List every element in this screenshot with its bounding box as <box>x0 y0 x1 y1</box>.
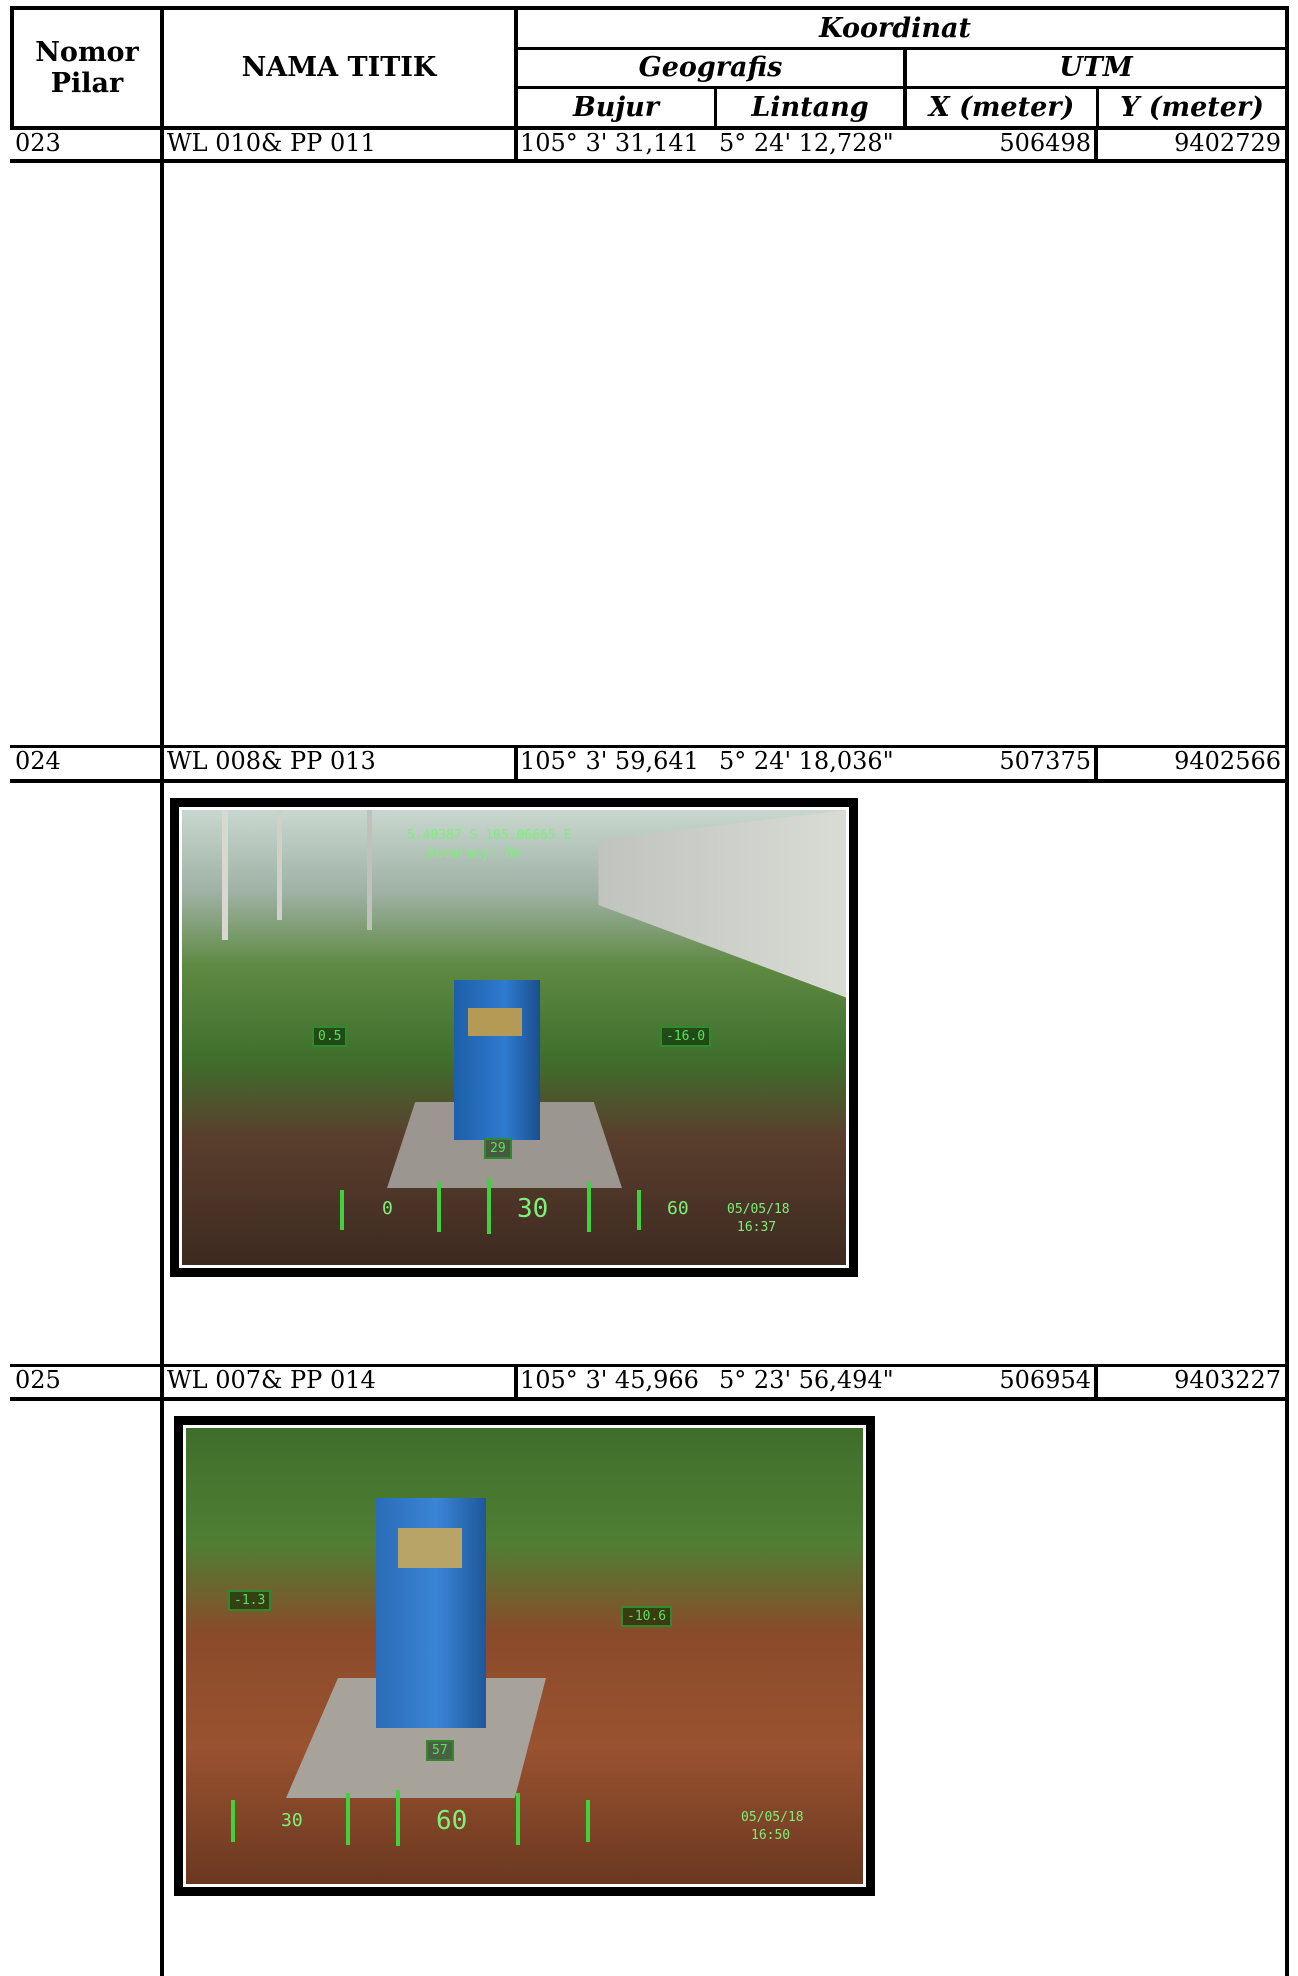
header-utm: UTM <box>1059 52 1133 84</box>
hud-left-angle: -1.3 <box>228 1590 271 1611</box>
photo-area-025-right-border <box>1285 1401 1289 1976</box>
row-024-bujur: 105° 3' 59,641 <box>520 747 699 775</box>
hud-scale-tick <box>340 1190 344 1230</box>
row-025-y: 9403227 <box>1174 1366 1281 1394</box>
hud-scale-tick <box>586 1800 590 1842</box>
hud-base-value: 57 <box>426 1740 454 1761</box>
row-025-nama: WL 007& PP 014 <box>167 1366 376 1394</box>
row-025-nomor: 025 <box>15 1366 61 1394</box>
header-y-meter: Y (meter) <box>1120 91 1264 123</box>
survey-pillar-photo-024 <box>170 798 858 1277</box>
hud-right-angle: -10.6 <box>621 1606 672 1627</box>
hud-scale-label: 60 <box>667 1198 689 1219</box>
hud-date: 05/05/18 <box>727 1202 790 1217</box>
photo-area-023-left-border <box>160 163 164 747</box>
row-023-divider <box>160 128 164 163</box>
hud-scale-tick <box>587 1182 591 1232</box>
hud-scale-tick <box>487 1178 491 1234</box>
header-lintang: Lintang <box>751 91 869 123</box>
hud-scale-label: 30 <box>517 1194 549 1224</box>
survey-pillar-photo-025 <box>174 1416 875 1896</box>
pillar-plate <box>398 1528 462 1568</box>
blue-pillar <box>454 980 540 1140</box>
photo-area-024-right-border <box>1285 783 1289 1366</box>
row-025-lintang: 5° 23' 56,494" <box>719 1366 894 1394</box>
row-023-bujur: 105° 3' 31,141 <box>520 129 699 157</box>
hud-scale-tick <box>637 1190 641 1230</box>
blue-pillar <box>376 1498 486 1728</box>
row-024-divider <box>160 746 164 783</box>
row-024-x: 507375 <box>999 747 1091 775</box>
hud-scale-tick <box>437 1182 441 1232</box>
row-025-divider <box>1094 1365 1098 1401</box>
hud-scale-label: 0 <box>382 1198 393 1219</box>
tree-trunk <box>222 810 228 940</box>
header-right-border <box>1285 6 1289 130</box>
row-025-divider <box>160 1365 164 1401</box>
row-024-nama: WL 008& PP 013 <box>167 747 376 775</box>
tree-trunk <box>367 810 372 930</box>
row-024-lintang: 5° 24' 18,036" <box>719 747 894 775</box>
hud-left-angle: 0.5 <box>312 1026 347 1047</box>
row-024-nomor: 024 <box>15 747 61 775</box>
hud-scale-tick <box>231 1800 235 1842</box>
hud-scale-tick <box>396 1790 400 1846</box>
row-025-divider <box>1285 1365 1289 1401</box>
row-025-x: 506954 <box>999 1366 1091 1394</box>
photo-area-024-left-border <box>160 783 164 1366</box>
header-nomor-pilar: Nomor Pilar <box>35 36 139 99</box>
row-023-divider <box>1094 128 1098 163</box>
hud-accuracy: Accuracy: 8m <box>427 846 521 861</box>
hud-date: 05/05/18 <box>741 1810 804 1825</box>
header-koordinat: Koordinat <box>819 12 971 44</box>
header-nama-titik: NAMA TITIK <box>241 52 437 84</box>
row-025-divider <box>514 1365 518 1401</box>
row-025-bujur: 105° 3' 45,966 <box>520 1366 699 1394</box>
hud-scale-tick <box>516 1793 520 1845</box>
photo-area-023-right-border <box>1285 163 1289 747</box>
row-023-nama: WL 010& PP 011 <box>167 129 376 157</box>
hud-scale-tick <box>346 1793 350 1845</box>
hud-time: 16:37 <box>737 1220 777 1235</box>
photo-area-025-left-border <box>160 1401 164 1976</box>
hud-base-value: 29 <box>484 1138 512 1159</box>
header-geografis: Geografis <box>638 52 783 84</box>
concrete-wall <box>516 810 846 1060</box>
row-023-x: 506498 <box>999 129 1091 157</box>
header-bujur: Bujur <box>572 91 660 123</box>
row-023-divider <box>514 128 518 163</box>
row-023-nomor: 023 <box>15 129 61 157</box>
header-x-meter: X (meter) <box>928 91 1075 123</box>
row-023-y: 9402729 <box>1174 129 1281 157</box>
pillar-plate <box>468 1008 522 1036</box>
hud-right-angle: -16.0 <box>660 1026 711 1047</box>
row-023-divider <box>1285 128 1289 163</box>
hud-time: 16:50 <box>751 1828 791 1843</box>
hud-coordinates: 5.40387 S 105.06665 E <box>407 828 572 843</box>
tree-trunk <box>277 810 282 920</box>
hud-scale-label: 60 <box>436 1806 468 1836</box>
hud-scale-label: 30 <box>281 1810 303 1831</box>
row-024-divider <box>514 746 518 783</box>
row-023-lintang: 5° 24' 12,728" <box>719 129 894 157</box>
row-024-y: 9402566 <box>1174 747 1281 775</box>
row-024-divider <box>1094 746 1098 783</box>
row-024-divider <box>1285 746 1289 783</box>
